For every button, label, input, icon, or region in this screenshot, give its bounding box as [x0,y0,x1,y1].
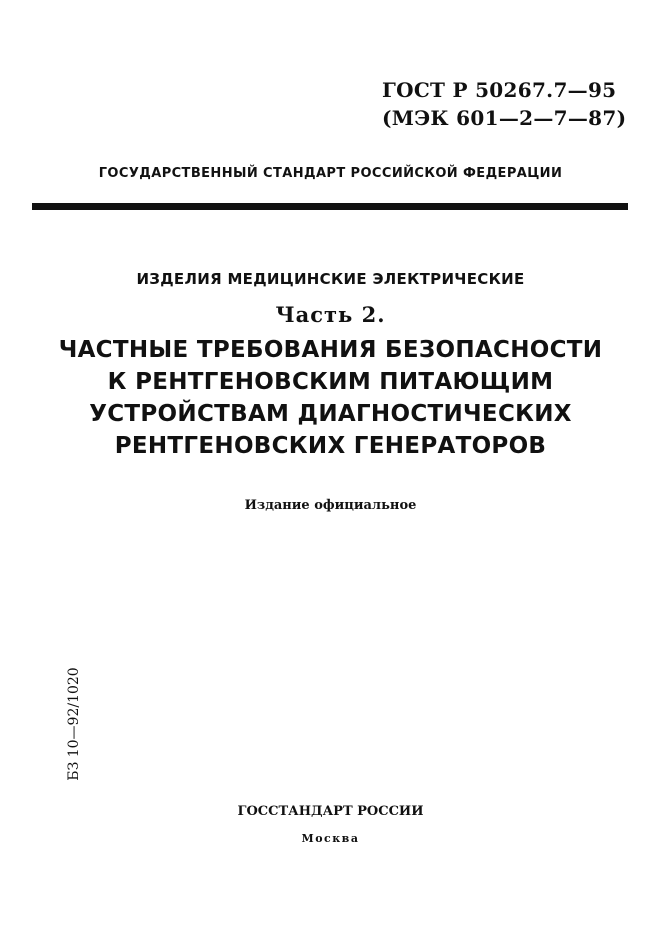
document-subject: ИЗДЕЛИЯ МЕДИЦИНСКИЕ ЭЛЕКТРИЧЕСКИЕ [136,270,525,288]
state-standard-title: ГОСУДАРСТВЕННЫЙ СТАНДАРТ РОССИЙСКОЙ ФЕДЕРАЦИИ [98,166,563,181]
side-catalog-note: БЗ 10—92/1020 [66,667,82,781]
standard-code-block [382,76,626,132]
title-line: К РЕНТГЕНОВСКИМ ПИТАЮЩИМ [107,369,554,395]
part-number: Часть 2. [275,302,386,327]
title-line: УСТРОЙСТВАМ ДИАГНОСТИЧЕСКИХ [89,401,572,427]
header-divider [32,203,628,210]
document-title [0,334,661,462]
iec-reference: (МЭК 601—2—7—87) [382,106,627,130]
publication-city: Москва [301,832,360,845]
edition-label: Издание официальное [244,498,417,513]
title-line: ЧАСТНЫЕ ТРЕБОВАНИЯ БЕЗОПАСНОСТИ [58,337,603,363]
title-line: РЕНТГЕНОВСКИХ ГЕНЕРАТОРОВ [114,433,547,459]
publisher-name: ГОССТАНДАРТ РОССИИ [237,804,424,819]
standard-number: ГОСТ Р 50267.7—95 [382,78,617,102]
